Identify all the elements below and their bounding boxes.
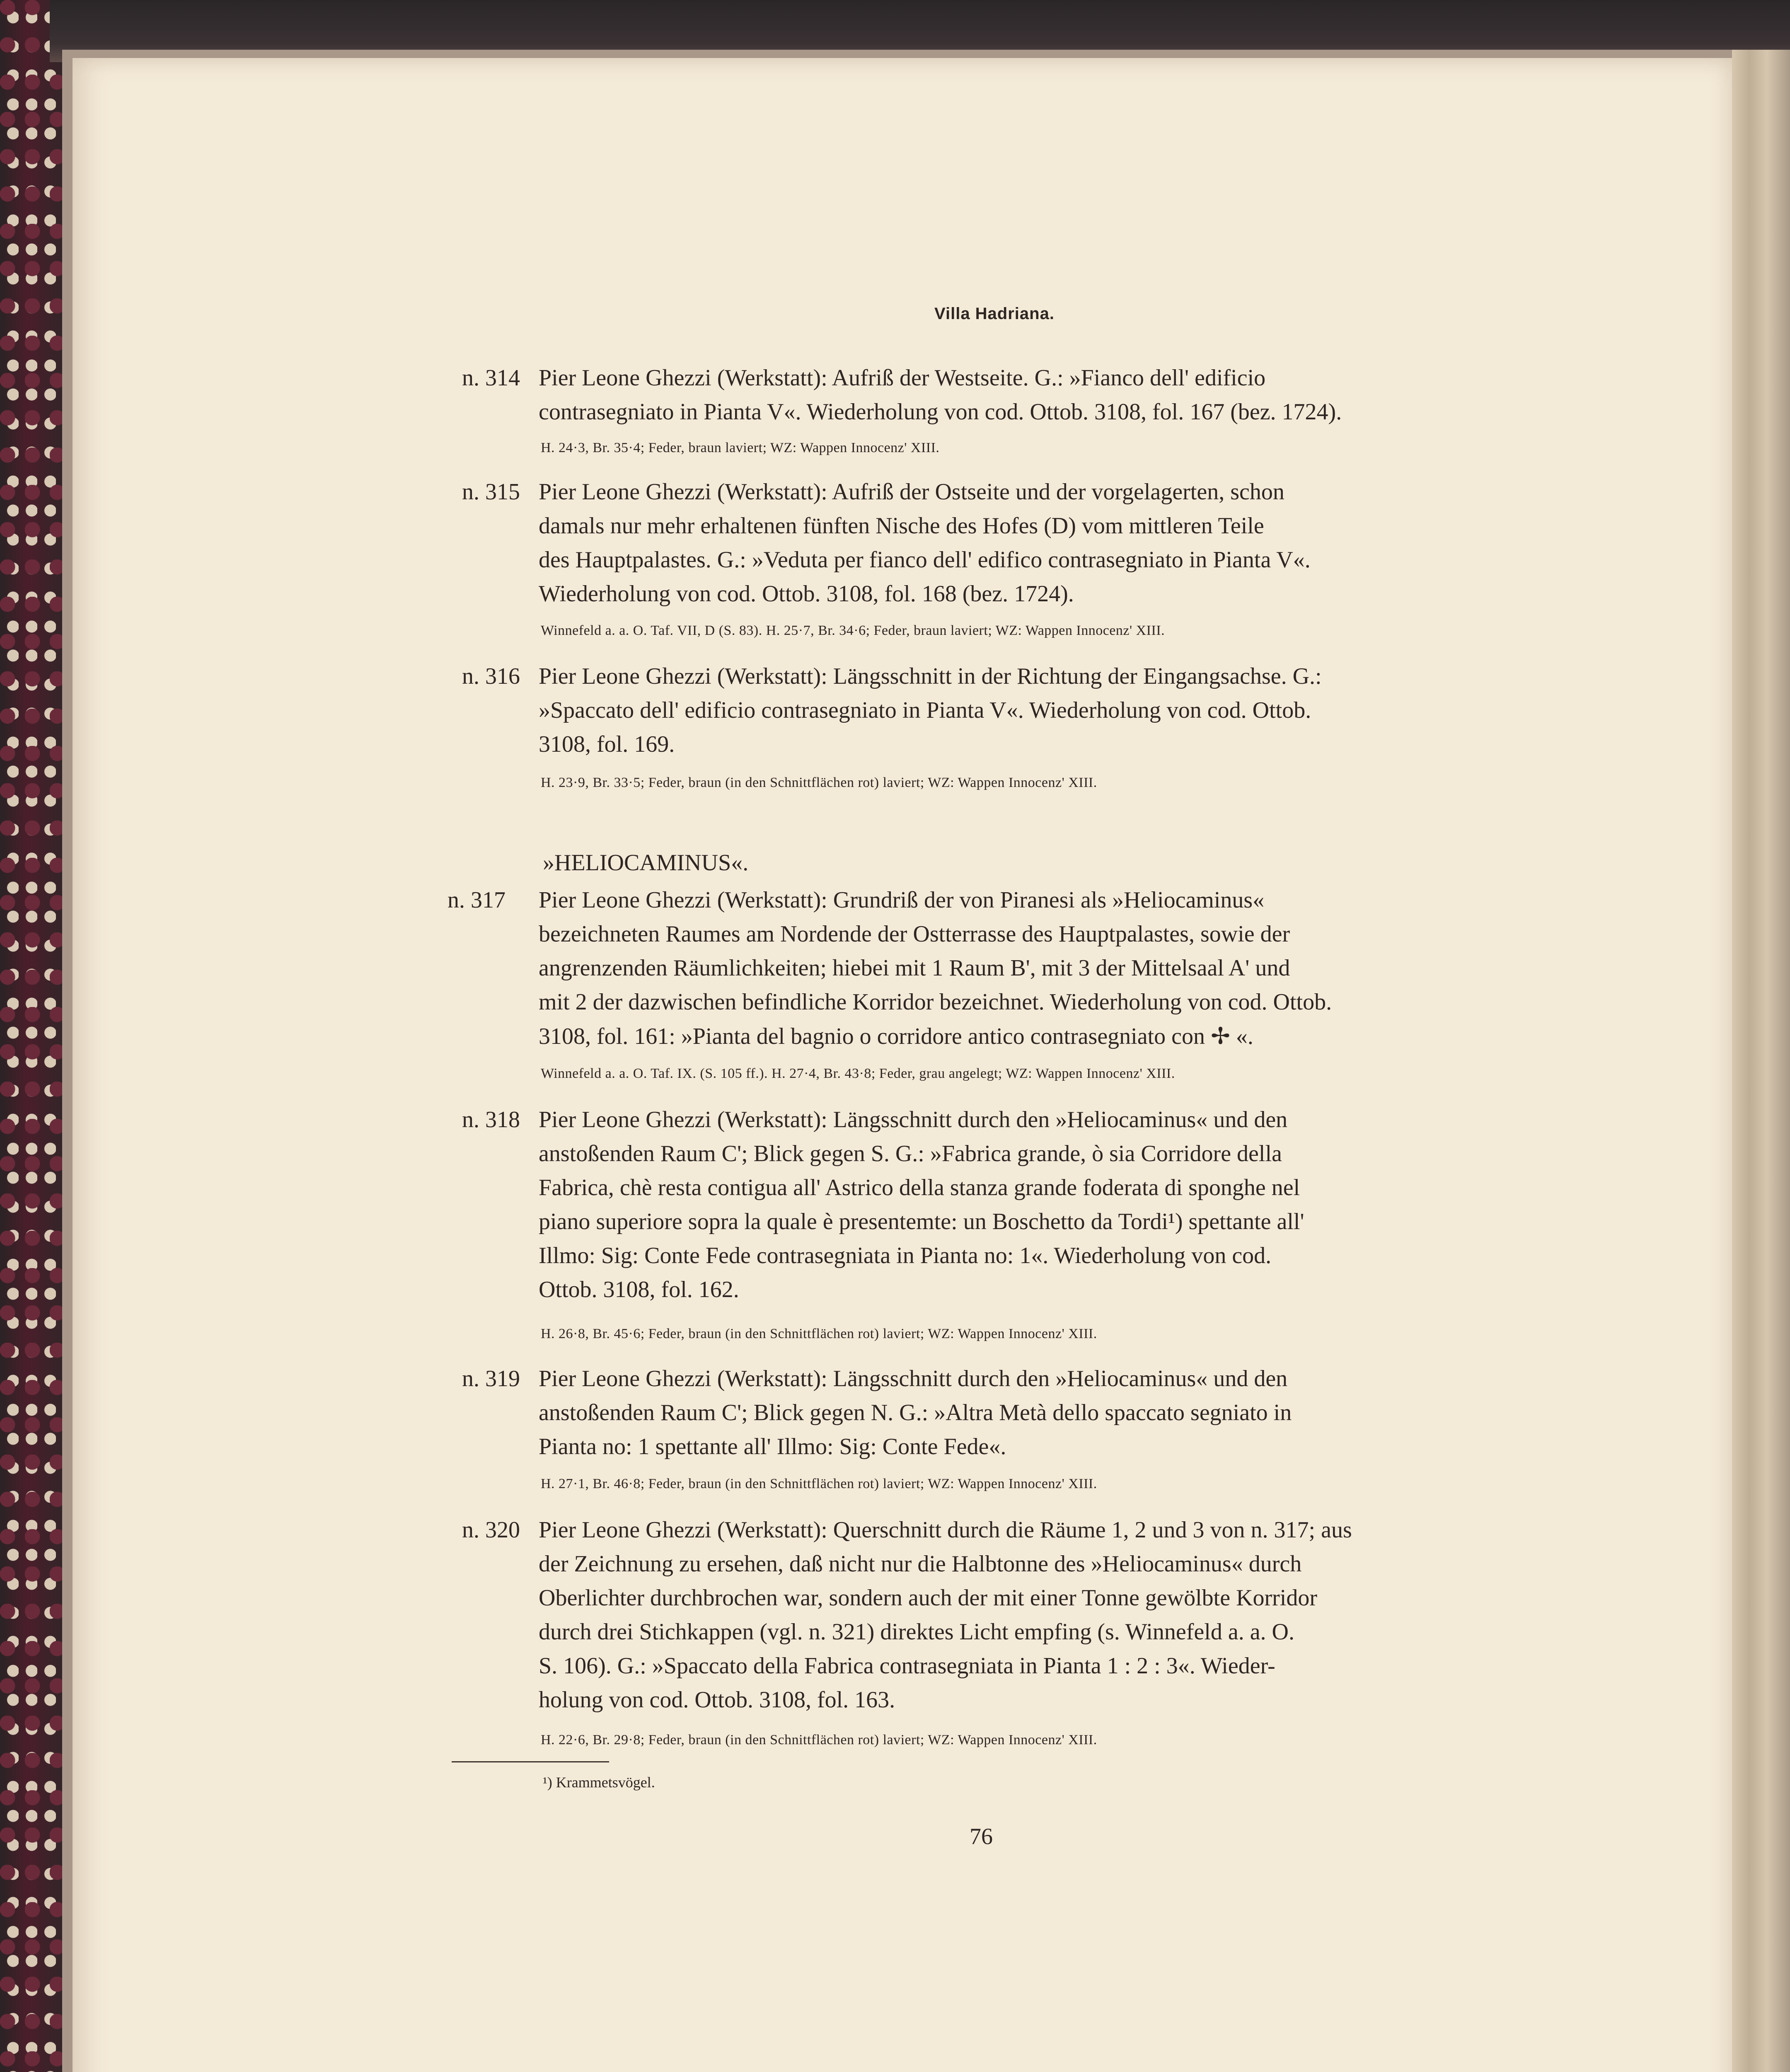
entry-314-note: H. 24·3, Br. 35·4; Feder, braun laviert; WZ: Wappen Innocenz' XIII. [541, 440, 940, 455]
entry-316-note: H. 23·9, Br. 33·5; Feder, braun (in den Schnittflächen rot) laviert; WZ: Wappen Innocenz' XIII. [541, 775, 1097, 790]
entry-319-note: H. 27·1, Br. 46·8; Feder, braun (in den Schnittflächen rot) laviert; WZ: Wappen Innocenz' XIII. [541, 1476, 1097, 1491]
entry-318-number: n. 318 [462, 1107, 520, 1133]
entry-317-line-5: 3108, fol. 161: »Pianta del bagnio o corridore antico contrasegniato con ✢ «. [539, 1024, 1253, 1049]
entry-317-note: Winnefeld a. a. O. Taf. IX. (S. 105 ff.). H. 27·4, Br. 43·8; Feder, grau angelegt; WZ: Wappen Innocenz' XIII. [541, 1066, 1175, 1081]
entry-314-line-1: Pier Leone Ghezzi (Werkstatt): Aufriß der Westseite. G.: »Fianco dell' edificio [539, 365, 1266, 391]
entry-314-line-2: contrasegniato in Pianta V«. Wiederholung von cod. Ottob. 3108, fol. 167 (bez. 1724). [539, 399, 1342, 425]
entry-315-note: Winnefeld a. a. O. Taf. VII, D (S. 83). H. 25·7, Br. 34·6; Feder, braun laviert; WZ: Wappen Innocenz' XIII. [541, 623, 1165, 638]
entry-320-line-6: holung von cod. Ottob. 3108, fol. 163. [539, 1687, 895, 1713]
entry-320-line-1: Pier Leone Ghezzi (Werkstatt): Querschnitt durch die Räume 1, 2 und 3 von n. 317; aus [539, 1517, 1352, 1543]
entry-316-line-1: Pier Leone Ghezzi (Werkstatt): Längsschnitt in der Richtung der Eingangsachse. G.: [539, 663, 1322, 689]
entry-320-line-3: Oberlichter durchbrochen war, sondern auch der mit einer Tonne gewölbte Korridor [539, 1585, 1318, 1611]
entry-319-line-2: anstoßenden Raum C'; Blick gegen N. G.: »Altra Metà dello spaccato segniato in [539, 1400, 1292, 1426]
entry-315-line-2: damals nur mehr erhaltenen fünften Nische des Hofes (D) vom mittleren Teile [539, 513, 1264, 539]
entry-314-number: n. 314 [462, 365, 520, 391]
footnote-rule [452, 1761, 609, 1762]
entry-315-line-3: des Hauptpalastes. G.: »Veduta per fianco dell' edifico contrasegniato in Pianta V«. [539, 547, 1311, 573]
entry-318-line-1: Pier Leone Ghezzi (Werkstatt): Längsschnitt durch den »Heliocaminus« und den [539, 1107, 1288, 1133]
book-binding [0, 0, 68, 2072]
section-heading-heliocaminus: »HELIOCAMINUS«. [543, 850, 749, 876]
entry-317-line-4: mit 2 der dazwischen befindliche Korridor bezeichnet. Wiederholung von cod. Ottob. [539, 989, 1332, 1015]
entry-319-number: n. 319 [462, 1366, 520, 1392]
footnote: ¹) Krammetsvögel. [543, 1774, 655, 1791]
entry-318-note: H. 26·8, Br. 45·6; Feder, braun (in den Schnittflächen rot) laviert; WZ: Wappen Innocenz' XIII. [541, 1326, 1097, 1341]
entry-320-note: H. 22·6, Br. 29·8; Feder, braun (in den Schnittflächen rot) laviert; WZ: Wappen Innocenz' XIII. [541, 1732, 1097, 1748]
entry-320-line-5: S. 106). G.: »Spaccato della Fabrica contrasegniata in Pianta 1 : 2 : 3«. Wieder- [539, 1653, 1275, 1679]
entry-319-line-3: Pianta no: 1 spettante all' Illmo: Sig: Conte Fede«. [539, 1434, 1006, 1460]
entry-317-number: n. 317 [448, 887, 506, 913]
entry-318-line-3: Fabrica, chè resta contigua all' Astrico della stanza grande foderata di sponghe nel [539, 1175, 1300, 1201]
page-number: 76 [970, 1824, 993, 1849]
running-head: Villa Hadriana. [934, 305, 1055, 323]
entry-318-line-2: anstoßenden Raum C'; Blick gegen S. G.: »Fabrica grande, ò sia Corridore della [539, 1141, 1282, 1167]
entry-317-line-1: Pier Leone Ghezzi (Werkstatt): Grundriß der von Piranesi als »Heliocaminus« [539, 887, 1265, 913]
entry-315-line-1: Pier Leone Ghezzi (Werkstatt): Aufriß der Ostseite und der vorgelagerten, schon [539, 479, 1284, 505]
page-fore-edge [1732, 50, 1790, 2072]
entry-318-line-5: Illmo: Sig: Conte Fede contrasegniata in Pianta no: 1«. Wiederholung von cod. [539, 1243, 1272, 1268]
entry-318-line-6: Ottob. 3108, fol. 162. [539, 1277, 739, 1302]
entry-316-number: n. 316 [462, 663, 520, 689]
entry-317-line-2: bezeichneten Raumes am Nordende der Ostterrasse des Hauptpalastes, sowie der [539, 921, 1290, 947]
entry-316-line-2: »Spaccato dell' edificio contrasegniato in Pianta V«. Wiederholung von cod. Ottob. [539, 697, 1311, 723]
entry-316-line-3: 3108, fol. 169. [539, 731, 675, 757]
book-page [73, 58, 1732, 2072]
entry-315-number: n. 315 [462, 479, 520, 505]
entry-318-line-4: piano superiore sopra la quale è presentemte: un Boschetto da Tordi¹) spettante all' [539, 1209, 1304, 1234]
entry-320-line-2: der Zeichnung zu ersehen, daß nicht nur die Halbtonne des »Heliocaminus« durch [539, 1551, 1302, 1577]
entry-315-line-4: Wiederholung von cod. Ottob. 3108, fol. 168 (bez. 1724). [539, 581, 1074, 607]
entry-320-line-4: durch drei Stichkappen (vgl. n. 321) direktes Licht empfing (s. Winnefeld a. a. O. [539, 1619, 1294, 1645]
entry-317-line-3: angrenzenden Räumlichkeiten; hiebei mit 1 Raum B', mit 3 der Mittelsaal A' und [539, 955, 1290, 981]
entry-320-number: n. 320 [462, 1517, 520, 1543]
entry-319-line-1: Pier Leone Ghezzi (Werkstatt): Längsschnitt durch den »Heliocaminus« und den [539, 1366, 1288, 1392]
